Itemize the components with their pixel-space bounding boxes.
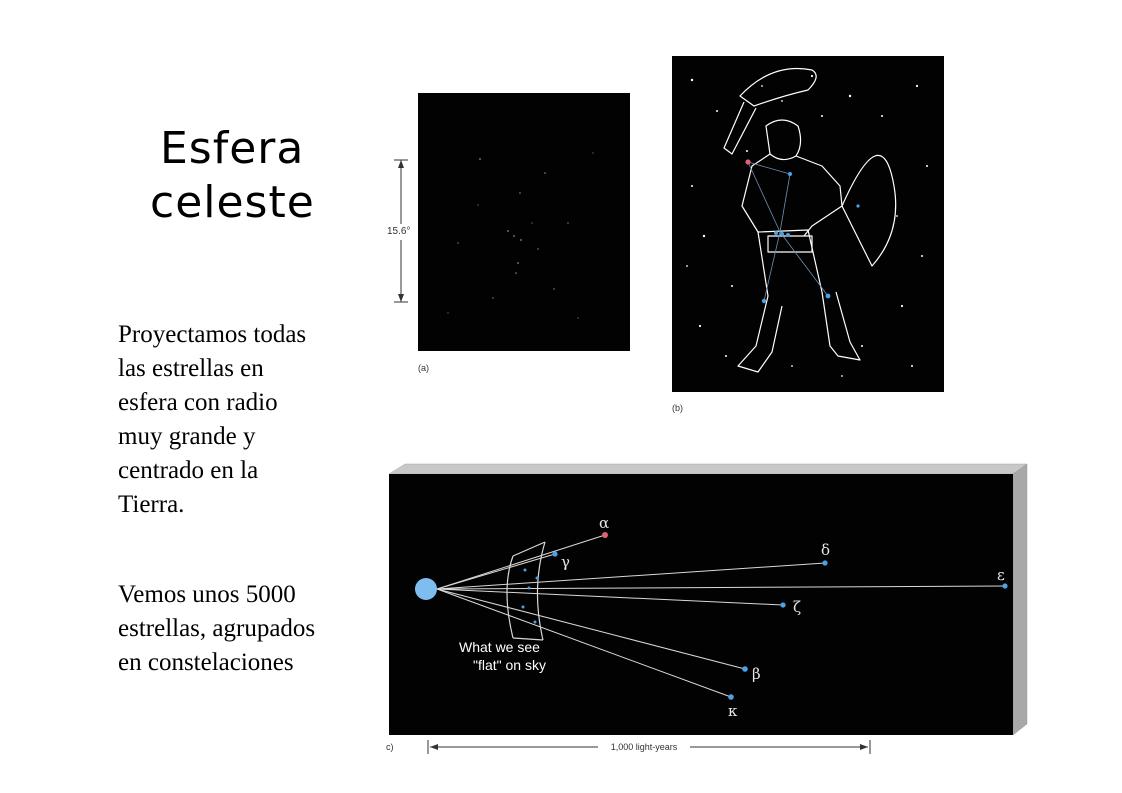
star-zeta — [780, 602, 785, 607]
label-epsilon: ε — [997, 566, 1005, 584]
paragraph-line: las estrellas en — [118, 355, 264, 382]
caption-b: (b) — [672, 403, 683, 413]
caption-a: (a) — [418, 363, 429, 373]
paragraph-line: estrellas, agrupados — [118, 615, 316, 642]
scale-label: 1,000 light-years — [610, 742, 678, 752]
distance-diagram — [385, 462, 1030, 737]
star-beta — [742, 666, 748, 672]
slide-title — [150, 122, 315, 230]
paragraph-line: Proyectamos todas — [118, 321, 307, 348]
label-alpha: α — [599, 514, 610, 532]
distance-diagram-panel — [385, 462, 1030, 737]
star-kappa — [728, 694, 734, 700]
title-line-2: celeste — [150, 177, 315, 228]
label-zeta: ζ — [793, 598, 802, 616]
paragraph-line: muy grande y — [118, 423, 256, 450]
title-line-1: Esfera — [160, 123, 305, 174]
star-delta — [822, 560, 827, 565]
label-gamma: γ — [561, 553, 570, 571]
paragraph-line: en constelaciones — [118, 649, 294, 676]
orion-illustration-panel — [672, 56, 944, 392]
measure-label: 15.6° — [387, 226, 411, 237]
flat-label-line-2: "flat" on sky — [473, 657, 546, 673]
star-alpha — [602, 532, 608, 538]
paragraph-line: Vemos unos 5000 — [118, 581, 296, 608]
caption-c: c) — [386, 742, 394, 752]
paragraph-line: Tierra. — [118, 491, 185, 518]
star-field — [418, 93, 630, 351]
paragraph-line: esfera con radio — [118, 389, 278, 416]
flat-label-line-1: What we see — [459, 639, 540, 655]
paragraph-line: centrado en la — [118, 457, 259, 484]
paragraph-projection — [118, 318, 306, 522]
label-kappa: κ — [728, 702, 738, 720]
star-epsilon — [1002, 583, 1007, 588]
star-gamma — [552, 551, 557, 556]
label-beta: β — [752, 665, 761, 683]
star-photo-panel — [418, 93, 630, 351]
paragraph-constellations — [118, 578, 315, 680]
earth-circle — [415, 578, 437, 600]
orion-drawing — [672, 56, 944, 392]
label-delta: δ — [821, 541, 831, 559]
